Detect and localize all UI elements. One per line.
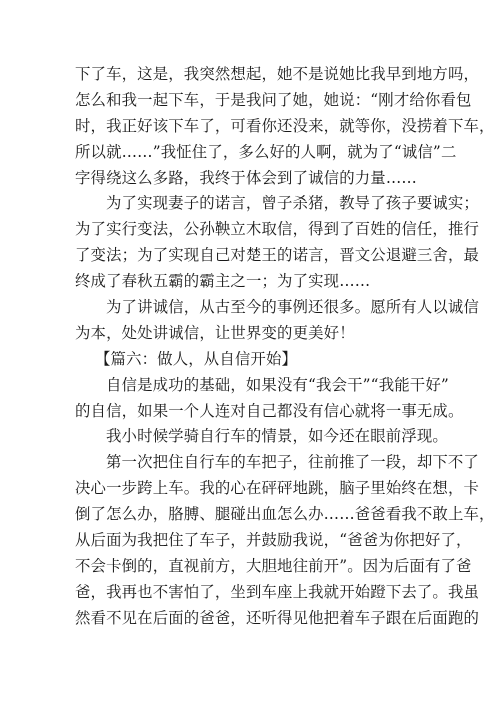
text-line: 为了实行变法，公孙鞅立木取信，得到了百姓的信任，推行: [75, 220, 480, 239]
text-line: 怎么和我一起下车，于是我问了她，她说：“刚才给你看包: [75, 90, 472, 109]
text-line: 了变法；为了实现自己对楚王的诺言，晋文公退避三舍，最: [75, 246, 480, 265]
text-line: 时，我正好该下车了，可看你还没来，就等你，没捞着下车，: [75, 116, 495, 135]
text-line: 倒了怎么办，胳膊、腿碰出血怎么办……爸爸看我不敢上车，: [75, 505, 495, 524]
text-line: 然看不见在后面的爸爸，还听得见他把着车子跟在后面跑的: [75, 608, 480, 627]
paragraph-start-line: 为了实现妻子的诺言，曾子杀猪，教导了孩子要诚实；: [106, 194, 479, 213]
paragraph-start-line: 为了讲诚信，从古至今的事例还很多。愿所有人以诚信: [106, 298, 479, 317]
paragraph-start-line: 自信是成功的基础，如果没有“我会干”“我能干好”: [106, 375, 449, 394]
text-line: 终成了春秋五霸的霸主之一；为了实现……: [75, 272, 371, 291]
text-line: 为本，处处讲诚信，让世界变的更美好！: [75, 323, 355, 342]
text-line: 的自信，如果一个人连对自己都没有信心就将一事无成。: [75, 401, 464, 420]
text-line: 从后面为我把住了车子，并鼓励我说，“爸爸为你把好了，: [75, 531, 472, 550]
paragraph-start-line: 第一次把住自行车的车把子，往前推了一段，却下不了: [106, 453, 479, 472]
section-heading: 【篇六：做人，从自信开始】: [95, 349, 298, 368]
text-line: 爸，我再也不害怕了，坐到车座上我就开始蹬下去了。我虽: [75, 582, 480, 601]
text-line: 不会卡倒的，直视前方，大胆地往前开”。因为后面有了爸: [75, 556, 472, 575]
paragraph-start-line: 我小时候学骑自行车的情景，如今还在眼前浮现。: [106, 427, 448, 446]
text-line: 决心一步跨上车。我的心在砰砰地跳，脑子里始终在想，卡: [75, 479, 480, 498]
text-line: 字得绕这么多路，我终于体会到了诚信的力量……: [75, 168, 417, 187]
text-line: 下了车，这是，我突然想起，她不是说她比我早到地方吗，: [75, 65, 480, 83]
text-line: 所以就……”我怔住了，多么好的人啊，就为了“诚信”二: [75, 142, 457, 161]
